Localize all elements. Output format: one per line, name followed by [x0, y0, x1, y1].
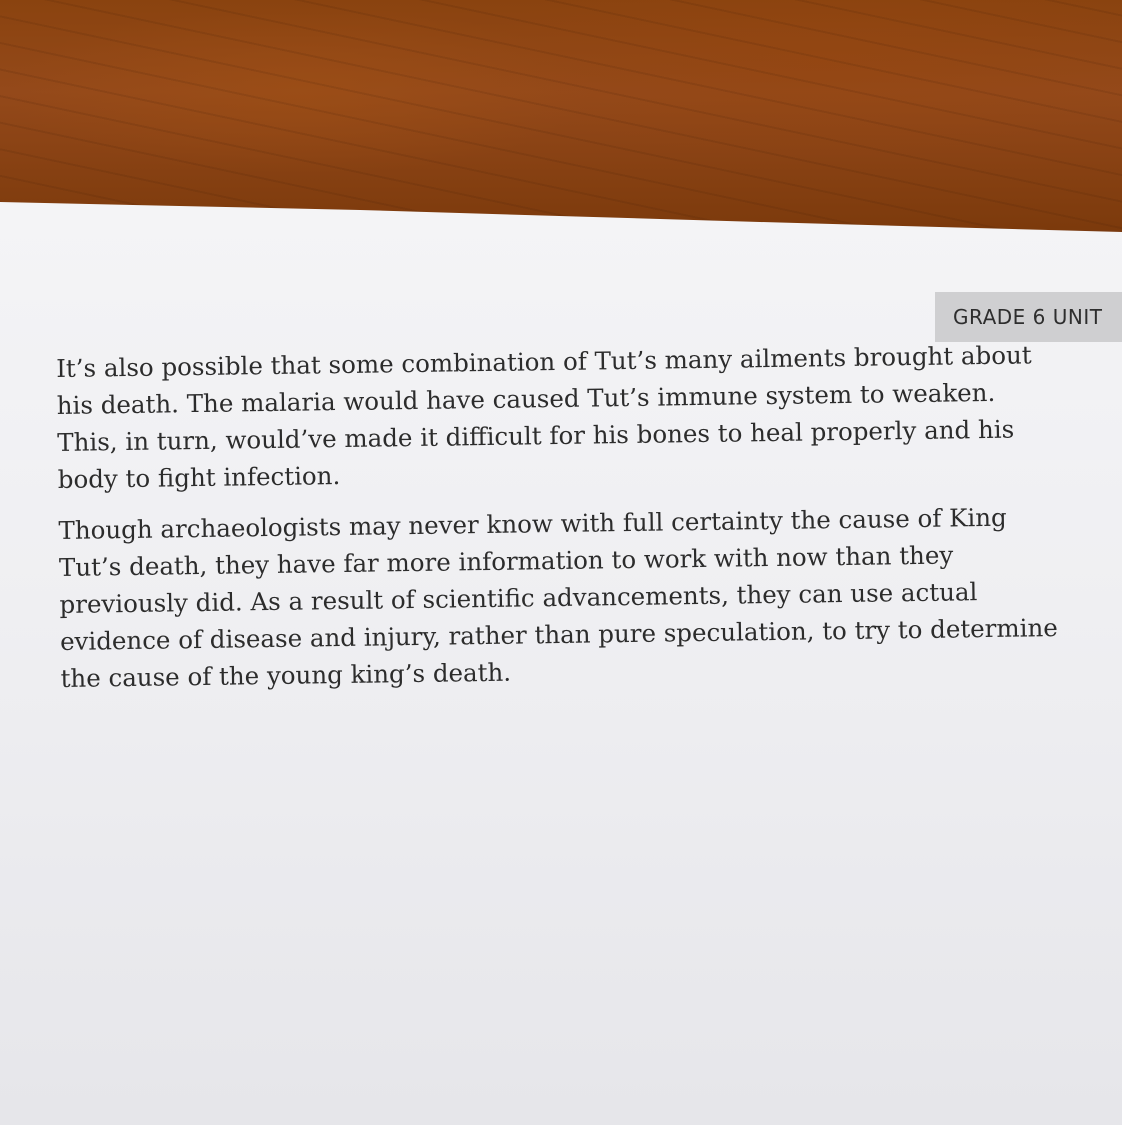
paragraph-ailments: It’s also possible that some combination of Tut’s many ailments brought about his death. The malaria would have caused Tut’s immune system to weaken. This, in turn, would’ve made it difficult for his bones to heal properly and his body to fight infection. — [56, 340, 1032, 494]
body-text — [56, 335, 1111, 697]
paragraph-conclusion: Though archaeologists may never know with full certainty the cause of King Tut’s death, they have far more information to work with now than they previously did. As a result of scientific advancements, they can use actual evidence of disease and injury, rather than pure speculation, to try to determine the cause of the young king’s death. — [58, 502, 1058, 693]
wood-grain — [0, 0, 1122, 230]
grade-unit-label: GRADE 6 UNIT — [953, 305, 1103, 329]
